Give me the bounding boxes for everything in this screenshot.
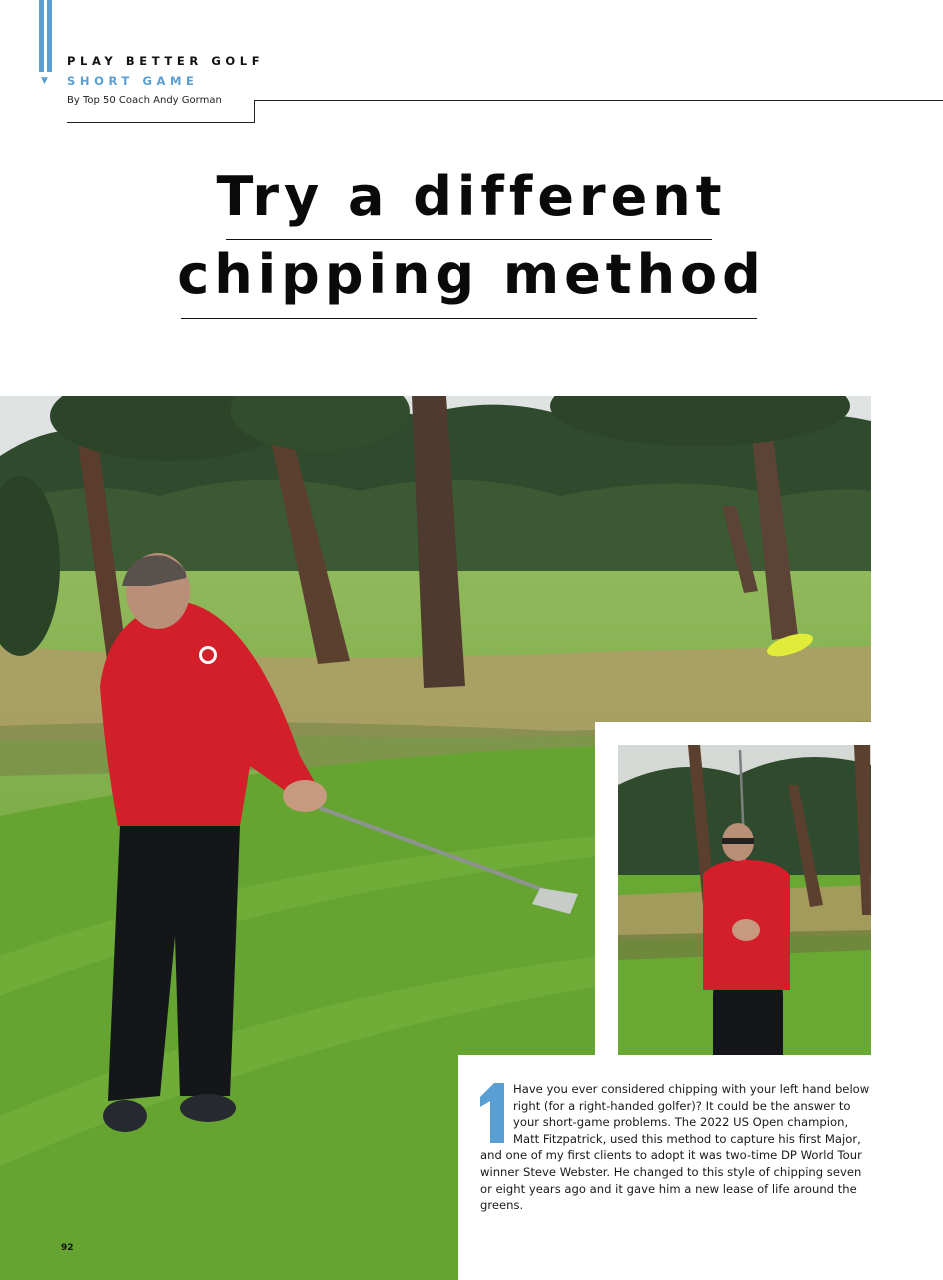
article-body-text: Have you ever considered chipping with your left hand below right (for a right-handed golfer)? It could be the answer to your short-game problems. The 2022 US Open champion, Matt Fitzpatrick, used this method to capture his first Major, and one of my first clients to adopt it was two-time DP World Tour winner Steve Webster. He changed to this style of chipping seven or eight years ago and it gave him a new lease of life around the greens. bbox=[480, 1082, 870, 1213]
section-label: SHORT GAME bbox=[67, 74, 199, 88]
byline-rule bbox=[67, 122, 255, 123]
headline-line-1: Try a different bbox=[216, 165, 727, 228]
section-ribbon bbox=[39, 0, 53, 72]
triangle-marker-icon: ▼ bbox=[41, 76, 48, 86]
headline-line-2: chipping method bbox=[177, 243, 766, 306]
kicker-label: PLAY BETTER GOLF bbox=[67, 54, 265, 68]
svg-text:1: 1 bbox=[492, 1123, 493, 1124]
article-body bbox=[480, 1081, 872, 1214]
page-number: 92 bbox=[61, 1243, 74, 1253]
byline-rule-step bbox=[254, 100, 255, 123]
byline: By Top 50 Coach Andy Gorman bbox=[67, 95, 222, 106]
inset-photo bbox=[618, 745, 871, 1056]
headline-underline-1 bbox=[226, 239, 712, 240]
headline-underline-2 bbox=[181, 318, 757, 319]
header-rule bbox=[254, 100, 943, 101]
